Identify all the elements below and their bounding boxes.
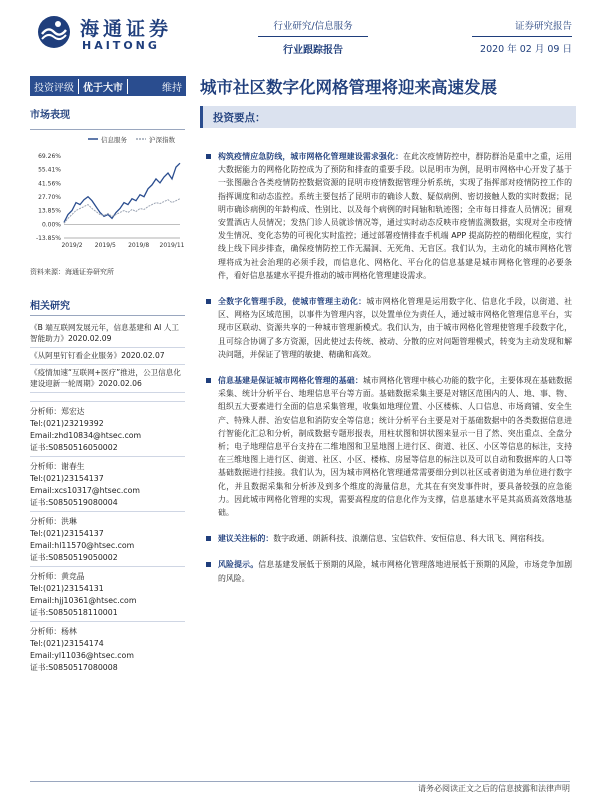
y-tick-label: -13.85% <box>35 235 61 242</box>
analyst-name: 分析师：洪琳 <box>30 517 77 526</box>
bullet-square-icon <box>206 562 211 567</box>
x-tick-label: 2019/2 <box>61 242 83 249</box>
investment-point-body: 城市网格化管理是运用数字化、信息化手段，以街道、社区、网格为区域范围，以事件为管理内容，以处置单位为责任人，通过城市网格化管理信息平台，实现市区联动、资源共享的一种城市管理新模式。我们认为，由于城市网格化管理使管理手段数字化，且可综合协调了多方资源，因此使过去传统、被动、分散的应对问题管理模式，转变为主动发现和解决问题，并保证了管理的敏捷、精确和高效。 <box>218 297 572 359</box>
market-performance-chart <box>30 129 185 257</box>
rating-action: 维持 <box>162 82 182 94</box>
related-research-item[interactable]: 《B 端互联网发展元年，信息基建和 AI 人工智能助力》2020.02.09 <box>30 320 185 348</box>
left-sidebar <box>30 106 185 676</box>
analyst-cert: 证书:S0850519050002 <box>30 553 118 562</box>
investment-point-lead: 风险提示。 <box>218 560 259 570</box>
analyst-tel: Tel:(021)23219392 <box>30 419 104 428</box>
logo-english-name: HAITONG <box>82 39 160 52</box>
bullet-square-icon <box>206 154 211 159</box>
bullet-square-icon <box>206 378 211 383</box>
investment-point-body: 信息基建发展低于预期的风险，城市网格化管理落地进展低于预期的风险，市场竞争加剧的风险。 <box>218 560 572 583</box>
footer-disclaimer: 请务必阅读正文之后的信息披露和法律声明 <box>418 784 570 793</box>
investment-point-lead: 建议关注标的： <box>218 534 274 544</box>
analyst-email[interactable]: Email:xcs10317@htsec.com <box>30 486 140 495</box>
y-tick-label: 0.00% <box>41 221 61 229</box>
related-research-heading: 相关研究 <box>30 297 185 316</box>
report-title: 城市社区数字化网格管理将迎来高速发展 <box>200 78 497 97</box>
analyst-cert: 证书:S0850517080008 <box>30 663 118 672</box>
investment-point-lead: 构筑疫情应急防线，城市网格化管理建设需求强化： <box>218 152 404 161</box>
header-category-block <box>258 18 368 56</box>
y-tick-label: 13.85% <box>38 207 61 215</box>
analyst-name: 分析师：黄竞晶 <box>30 572 85 581</box>
investment-point <box>206 532 572 545</box>
investment-point <box>206 295 572 361</box>
investment-point <box>206 374 572 519</box>
analyst-tel: Tel:(021)23154137 <box>30 474 104 483</box>
analyst-card <box>30 566 185 621</box>
y-tick-label: 69.26% <box>38 153 61 160</box>
investment-point-lead: 信息基建是保证城市网格化管理的基础： <box>218 376 363 386</box>
market-chart-svg <box>30 130 185 258</box>
chart-source-note: 资料来源：海通证券研究所 <box>30 268 114 276</box>
x-tick-label: 2019/5 <box>94 242 116 249</box>
analyst-email[interactable]: Email:hjj10361@htsec.com <box>30 596 137 605</box>
report-date: 2020 年 02 月 09 日 <box>480 44 572 55</box>
related-research-item[interactable]: 《疫情加速“互联网+医疗”推进，公卫信息化建设迎新一轮周期》2020.02.06 <box>30 365 185 393</box>
investment-highlights-body <box>206 150 572 598</box>
logo-chinese-name: 海通证券 <box>80 18 173 40</box>
y-tick-label: 27.70% <box>38 194 61 201</box>
analyst-cert: 证书:S0850519080004 <box>30 498 118 507</box>
analyst-cert: 证书:S0850516050002 <box>30 443 118 452</box>
related-research-item[interactable]: 《从阿里钉钉看企业服务》2020.02.07 <box>30 348 185 365</box>
analyst-name: 分析师：杨林 <box>30 627 77 636</box>
y-tick-label: 55.41% <box>38 166 61 174</box>
report-type: 行业跟踪报告 <box>283 45 343 56</box>
analyst-card <box>30 456 185 511</box>
rating-label: 投资评级 <box>30 79 79 94</box>
investment-point <box>206 558 572 584</box>
bullet-square-icon <box>206 299 211 304</box>
y-tick-label: 41.56% <box>38 180 61 188</box>
analyst-list <box>30 401 185 676</box>
analyst-card <box>30 621 185 676</box>
x-tick-label: 2019/8 <box>128 242 150 249</box>
analyst-name: 分析师：郑宏达 <box>30 407 85 416</box>
header-right-block <box>472 18 572 55</box>
haitong-logo <box>36 12 206 54</box>
analyst-email[interactable]: Email:yl11036@htsec.com <box>30 651 134 660</box>
investment-point-body: 在此次疫情防控中，群防群治是重中之重，运用大数据能力的网格化防控成为了预防和排查的重要手段。以昆明市为例，昆明市网格中心开发了基于一张图融合各类疫情防控数据资源的昆明市疫情数据管理分析系统，实现了指挥部对疫情防控工作的指挥调度和动态监控。系统主要包括了昆明市的确诊人数、疑似病例、密切接触人数的实时数据；昆明市确诊病例的年龄构成、性别比、以及每个病例的时间轴和轨迹图；全市每日排查人员情况；留观安置酒店人员情况；发热门诊人员就诊情况等，通过实时动态反映市疫情监测数据，实现对全市疫情发生情况、变化态势的可视化实时监控；通过部署疫情排查手机端 APP 提高防控的精细化程度，实行线上线下同步排查，确保疫情防控工作无漏洞、无死角、无盲区。我们认为，主动化的城市网格化管理将成为社会治理的必须手段，而信息化、网格化、平台化的信息基建是城市网格化管理的必要条件，看好信息基建水平提升推动的城市网格化管理建设需求。 <box>218 152 572 280</box>
bullet-square-icon <box>206 536 211 541</box>
investment-highlights-heading: 投资要点： <box>213 112 266 124</box>
investment-rating-bar <box>30 76 186 96</box>
analyst-tel: Tel:(021)23154131 <box>30 584 104 593</box>
investment-point-body: 城市网格化管理中核心功能的数字化，主要体现在基础数据采集、统计分析平台、地理信息平台等方面。基础数据采集主要是对辖区范围内的人、地、事、物、组织五大要素进行全面的信息采集管理，收集如地理位置、小区楼栋、人口信息、市场商铺、安全生产、特殊人群、治安信息和消防安全等信息；统计分析平台主要是对于基础数据中的各类数据信息进行智能化汇总和分析，制成数据专题形报表，用柱状图和饼状图来显示一目了然、突出重点、全盘分析；电子地理信息平台支持在二维地图和卫星地图上进行区、街道、社区、小区等信息的标注，支持在三维地图上进行区、街道、社区、小区、楼栋、房屋等信息的标注以及可以自动和数据库的人口等基础数据进行挂接。我们认为，因为城市网格化管理通常需要细分到以社区或者街道为单位进行数字化，并且数据采集和分析涉及到多个维度的海量信息，尤其在有突发事件时，要具备较强的应急能力。因此城市网格化管理的实现，需要高程度的信息化作为支撑，信息基建水平是其高质高效落地基础。 <box>218 376 572 518</box>
analyst-card <box>30 401 185 456</box>
haitong-logo-mark-icon <box>36 14 72 50</box>
analyst-cert: 证书:S0850518110001 <box>30 608 118 617</box>
analyst-email[interactable]: Email:zhd10834@htsec.com <box>30 431 142 440</box>
investment-point <box>206 150 572 282</box>
legend-label: 沪深指数 <box>149 136 175 144</box>
rating-value: 优于大市 <box>79 79 128 94</box>
series-line-sector <box>64 163 180 222</box>
analyst-tel: Tel:(021)23154137 <box>30 529 104 538</box>
related-research-list <box>30 320 185 393</box>
analyst-email[interactable]: Email:hl11570@htsec.com <box>30 541 135 550</box>
report-header <box>0 0 600 62</box>
analyst-tel: Tel:(021)23154174 <box>30 639 104 648</box>
investment-point-body: 数字政通、朗新科技、浪潮信息、宝信软件、安恒信息、科大讯飞、网宿科技。 <box>273 534 550 544</box>
investment-point-lead: 全数字化管理手段，使城市管理主动化： <box>218 297 367 307</box>
legend-label: 信息服务 <box>101 136 127 144</box>
x-tick-label: 2019/11 <box>159 242 185 249</box>
investment-highlights-heading-box <box>200 106 576 128</box>
report-category: 行业研究/信息服务 <box>258 18 368 37</box>
report-label: 证券研究报告 <box>472 18 572 37</box>
analyst-card <box>30 511 185 566</box>
footer-divider <box>30 781 570 782</box>
analyst-name: 分析师：谢春生 <box>30 462 85 471</box>
market-performance-heading: 市场表现 <box>30 110 70 121</box>
